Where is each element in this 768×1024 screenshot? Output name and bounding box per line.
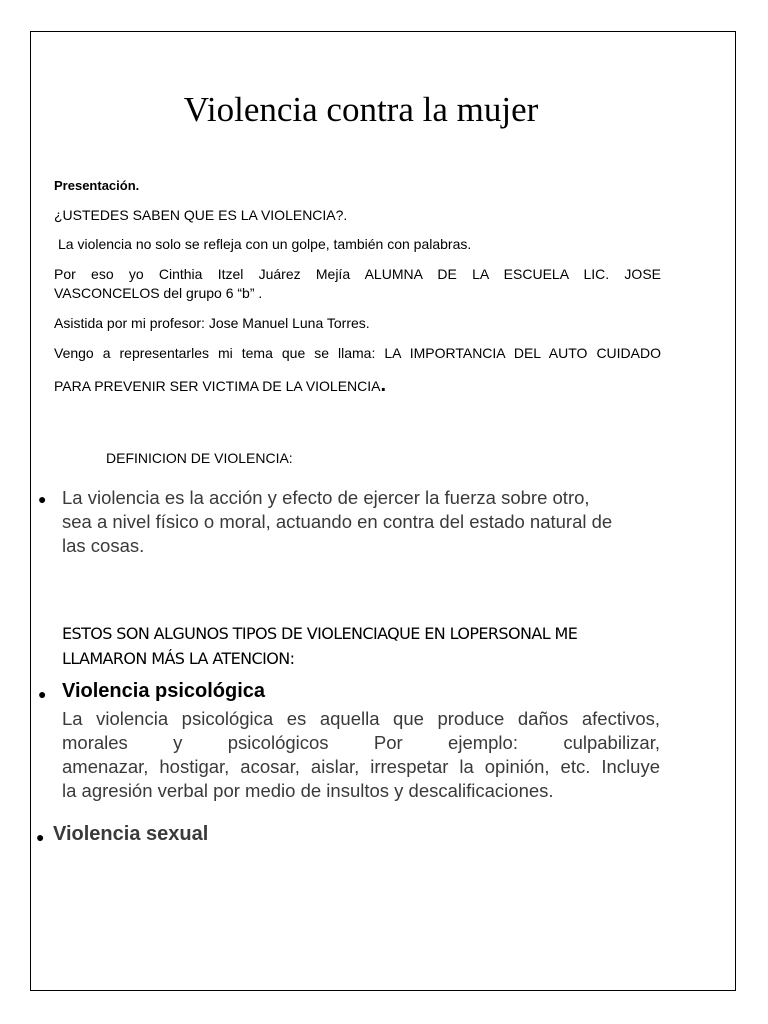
golpe-line: La violencia no solo se refleja con un golpe, también con palabras. <box>58 236 472 252</box>
psicologica-line-4: la agresión verbal por medio de insultos y descalificaciones. <box>62 780 554 801</box>
tema-line-2-text: PARA PREVENIR SER VICTIMA DE LA VIOLENCIA <box>54 378 381 394</box>
document-title: Violencia contra la mujer <box>183 90 539 129</box>
definicion-line-1: La violencia es la acción y efecto de ejercer la fuerza sobre otro, <box>62 487 590 508</box>
bullet-icon: ● <box>36 829 45 845</box>
tipos-heading-line-1: ESTOS SON ALGUNOS TIPOS DE VIOLENCIAQUE EN LOPERSONAL ME <box>62 624 578 643</box>
intro-line-1: Por eso yo Cinthia Itzel Juárez Mejía ALUMNA DE LA ESCUELA LIC. JOSE <box>54 266 661 282</box>
sexual-title: Violencia sexual <box>53 823 209 845</box>
tipos-heading <box>62 621 672 671</box>
asistida-line: Asistida por mi profesor: Jose Manuel Luna Torres. <box>54 315 370 331</box>
psicologica-text <box>62 707 660 803</box>
psicologica-title: Violencia psicológica <box>62 680 266 702</box>
presentacion-label: Presentación. <box>54 178 140 193</box>
intro-line-2: VASCONCELOS del grupo 6 “b” . <box>54 285 263 301</box>
definicion-line-2: sea a nivel físico o moral, actuando en contra del estado natural de <box>62 511 613 532</box>
definicion-line-3: las cosas. <box>62 535 145 556</box>
psicologica-line-1: La violencia psicológica es aquella que produce daños afectivos, <box>62 708 660 729</box>
tema-line-1: Vengo a representarles mi tema que se llama: LA IMPORTANCIA DEL AUTO CUIDADO <box>54 345 661 361</box>
bullet-icon: ● <box>38 491 47 507</box>
tipos-heading-line-2: LLAMARON MÁS LA ATENCION: <box>62 649 295 668</box>
question-line: ¿USTEDES SABEN QUE ES LA VIOLENCIA?. <box>54 207 348 223</box>
bullet-icon: ● <box>38 686 47 702</box>
psicologica-line-3: amenazar, hostigar, acosar, aislar, irrespetar la opinión, etc. Incluye <box>62 756 660 777</box>
tema-period: . <box>380 374 387 396</box>
psicologica-line-2: morales y psicológicos Por ejemplo: culpabilizar, <box>62 732 660 753</box>
definicion-heading: DEFINICION DE VIOLENCIA: <box>106 450 293 466</box>
definicion-text <box>62 486 662 558</box>
tema-line-2 <box>54 374 387 396</box>
